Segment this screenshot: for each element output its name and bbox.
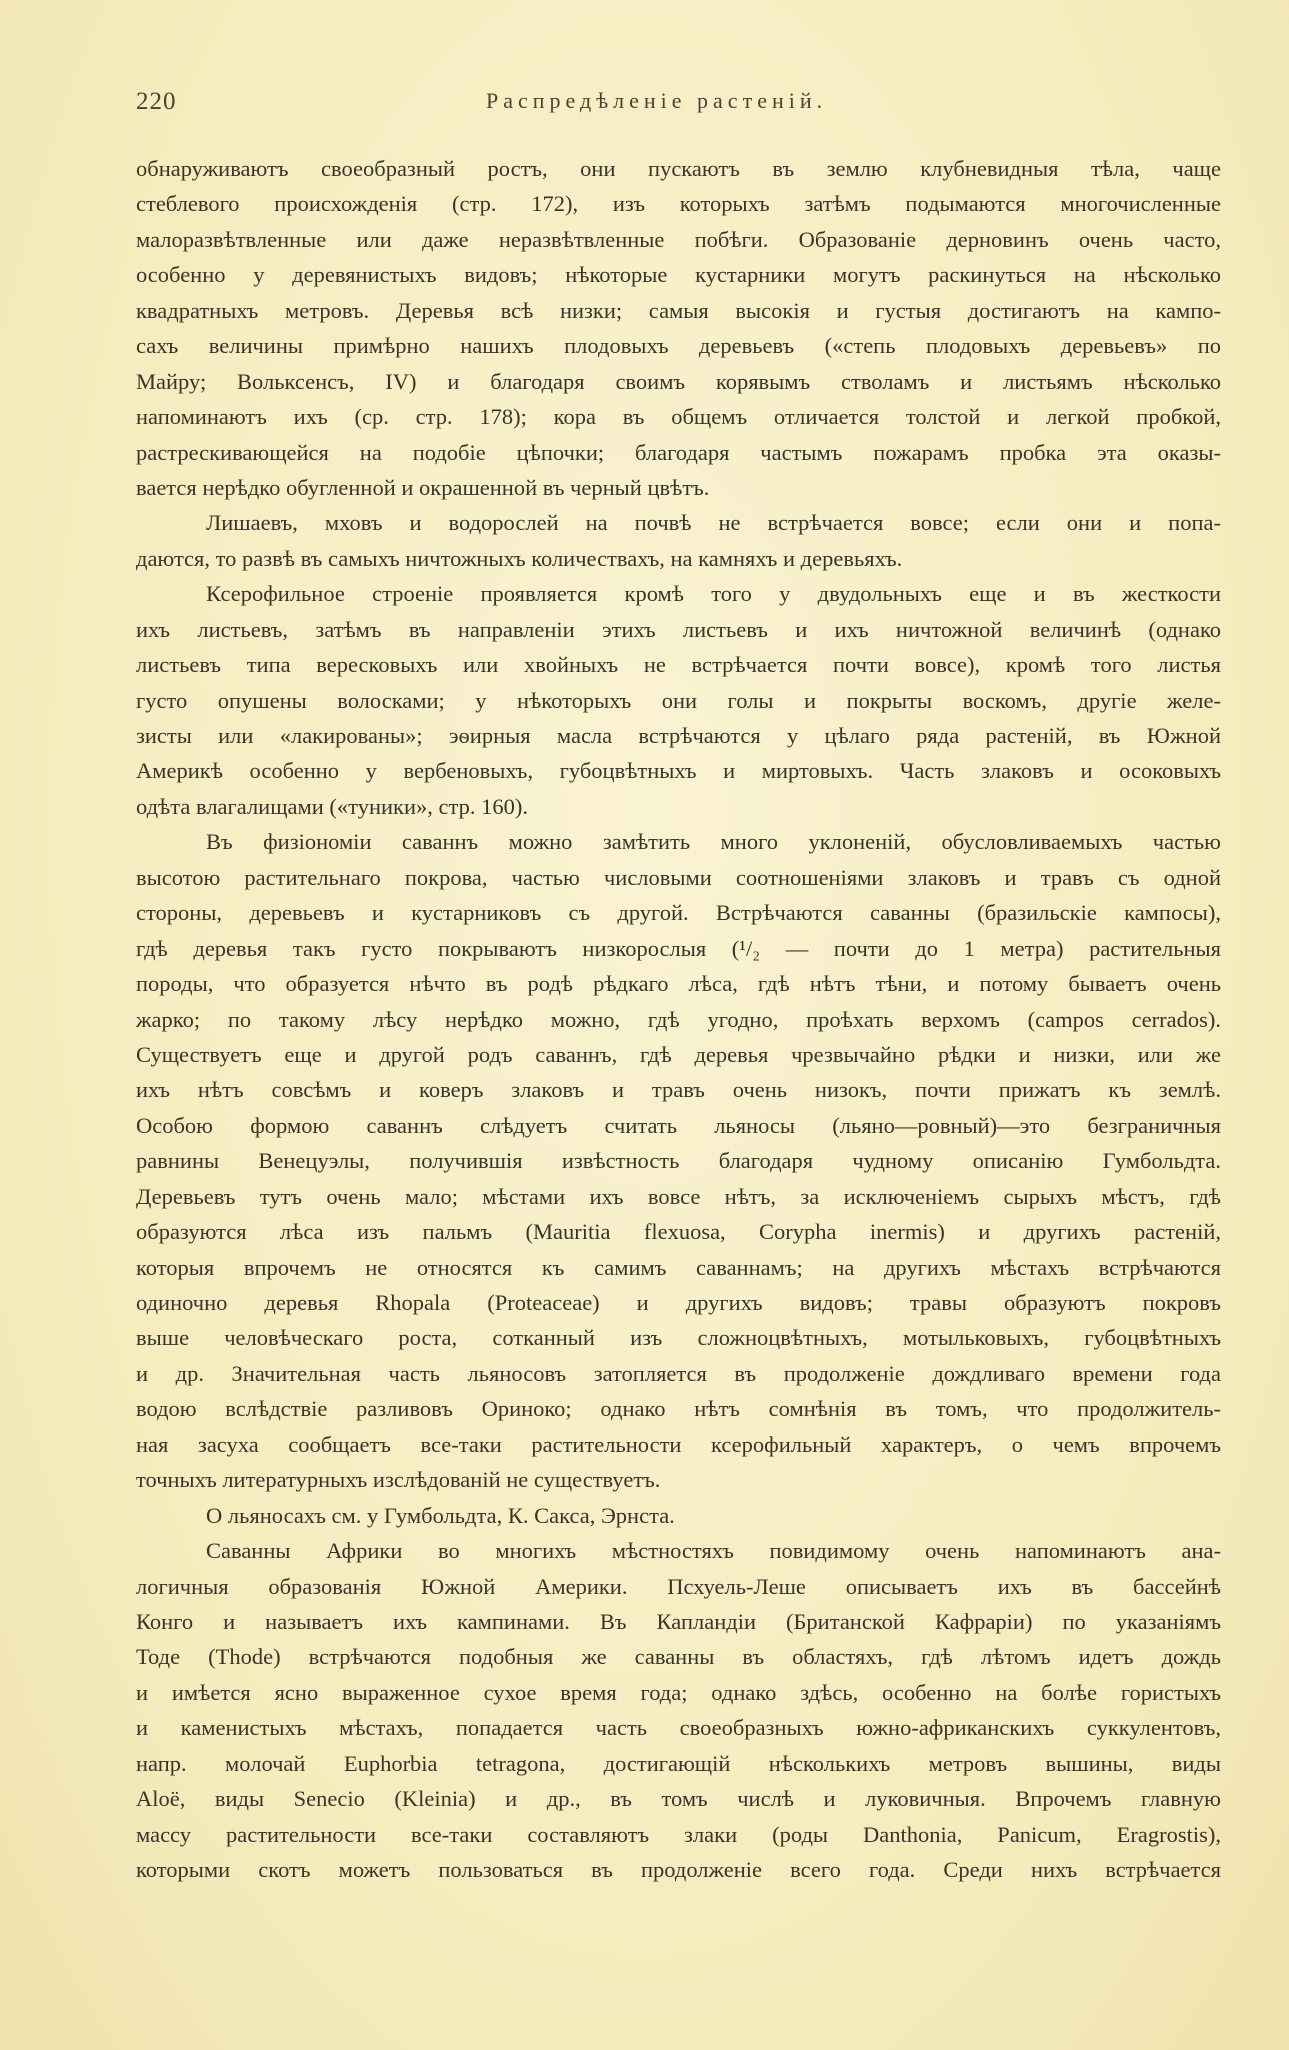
text-line: гдѣ деревья такъ густо покрываютъ низкорослыя (¹/₂ — почти до 1 метра) растительныя	[136, 935, 1221, 961]
text-line: ихъ нѣтъ совсѣмъ и коверъ злаковъ и травъ очень низокъ, почти прижатъ къ землѣ.	[136, 1077, 1221, 1103]
text-line: стеблевого происхожденія (стр. 172), изъ которыхъ затѣмъ подымаются многочисленные	[136, 191, 1221, 217]
text-line: высотою растительнаго покрова, частью числовыми соотношеніями злаковъ и травъ съ одной	[136, 864, 1221, 890]
text-line: О льяносахъ см. у Гумбольдта, К. Сакса, Эрнста.	[206, 1502, 675, 1528]
text-line: логичныя образованія Южной Америки. Псхуель-Леше описываетъ ихъ въ бассейнѣ	[136, 1573, 1221, 1599]
text-line: и др. Значительная часть льяносовъ затопляется въ продолженіе дождливаго времени года	[136, 1360, 1221, 1386]
text-line: водою вслѣдствіе разливовъ Ориноко; однако нѣтъ сомнѣнія въ томъ, что продолжитель-	[136, 1396, 1221, 1422]
text-line: Америкѣ особенно у вербеновыхъ, губоцвѣтныхъ и миртовыхъ. Часть злаковъ и осоковыхъ	[136, 758, 1221, 784]
text-line: напр. молочай Euphorbia tetragona, достигающій нѣсколькихъ метровъ вышины, виды	[136, 1750, 1221, 1776]
text-line: Ксерофильное строеніе проявляется кромѣ того у двудольныхъ еще и въ жесткости	[206, 581, 1221, 607]
text-line: жарко; по такому лѣсу нерѣдко можно, гдѣ угодно, проѣхать верхомъ (campos cerrados).	[136, 1006, 1221, 1032]
text-line: стороны, деревьевъ и кустарниковъ съ другой. Встрѣчаются саванны (бразильскіе кампосы),	[136, 900, 1221, 926]
running-head: Распредѣленіе растеній.	[486, 88, 828, 113]
text-line: и имѣется ясно выраженное сухое время года; однако здѣсь, особенно на болѣе гористыхъ	[136, 1679, 1221, 1705]
text-line: растрескивающейся на подобіе цѣпочки; благодаря частымъ пожарамъ пробка эта оказы-	[136, 439, 1221, 465]
text-line: зисты или «лакированы»; эѳирныя масла встрѣчаются у цѣлаго ряда растеній, въ Южной	[136, 723, 1221, 748]
text-line: напоминаютъ ихъ (ср. стр. 178); кора въ общемъ отличается толстой и легкой пробкой,	[136, 404, 1221, 430]
text-line: квадратныхъ метровъ. Деревья всѣ низки; самыя высокія и густыя достигаютъ на кампо-	[136, 297, 1221, 323]
text-line: листьевъ типа вересковыхъ или хвойныхъ не встрѣчается почти вовсе), кромѣ того листья	[136, 652, 1221, 678]
text-line: образуются лѣса изъ пальмъ (Mauritia flexuosa, Coryphа inermis) и другихъ растеній,	[136, 1219, 1221, 1245]
text-line: Лишаевъ, мховъ и водорослей на почвѣ не встрѣчается вовсе; если они и попа-	[206, 510, 1221, 536]
text-line: обнаруживаютъ своеобразный ростъ, они пускаютъ въ землю клубневидныя тѣла, чаще	[136, 156, 1221, 181]
text-line: и каменистыхъ мѣстахъ, попадается часть своеобразныхъ южно-африканскихъ суккулентовъ,	[136, 1715, 1221, 1741]
text-line: породы, что образуется нѣчто въ родѣ рѣдкаго лѣса, гдѣ нѣтъ тѣни, и потому бываетъ очень	[136, 971, 1221, 997]
text-line: ихъ листьевъ, затѣмъ въ направленіи этихъ листьевъ и ихъ ничтожной величинѣ (однако	[136, 616, 1221, 642]
text-line: одѣта влагалищами («туники», стр. 160).	[136, 793, 528, 819]
text-line: Майру; Вольксенсъ, IV) и благодаря своимъ корявымъ стволамъ и листьямъ нѣсколько	[136, 368, 1221, 394]
text-line: Въ физіономіи саваннъ можно замѣтить много уклоненій, обусловливаемыхъ частью	[206, 829, 1221, 855]
text-line: ная засуха сообщаетъ все-таки растительности ксерофильный характеръ, о чемъ впрочемъ	[136, 1431, 1221, 1457]
text-line: выше человѣческаго роста, сотканный изъ сложноцвѣтныхъ, мотыльковыхъ, губоцвѣтныхъ	[136, 1325, 1221, 1351]
body-text	[136, 151, 1221, 1887]
text-line: Конго и называетъ ихъ кампинами. Въ Капландіи (Британской Кафраріи) по указаніямъ	[136, 1608, 1221, 1634]
text-line: равнины Венецуэлы, получившія извѣстность благодаря чудному описанію Гумбольдта.	[136, 1148, 1221, 1174]
text-line: особенно у деревянистыхъ видовъ; нѣкоторые кустарники могутъ раскинуться на нѣсколько	[136, 262, 1221, 288]
text-line: которыми скотъ можетъ пользоваться въ продолженіе всего года. Среди нихъ встрѣчается	[136, 1857, 1221, 1882]
text-line: массу растительности все-таки составляютъ злаки (роды Danthonia, Panicum, Eragrostis),	[136, 1821, 1221, 1847]
page-header	[0, 88, 1289, 128]
text-line: Aloë, виды Senecio (Kleinia) и др., въ томъ числѣ и луковичныя. Впрочемъ главную	[136, 1786, 1221, 1812]
text-line: точныхъ литературныхъ изслѣдованій не существуетъ.	[136, 1467, 661, 1493]
text-line: сахъ величины примѣрно нашихъ плодовыхъ деревьевъ («степь плодовыхъ деревьевъ» по	[136, 333, 1221, 359]
text-line: Существуетъ еще и другой родъ саваннъ, гдѣ деревья чрезвычайно рѣдки и низки, или же	[136, 1041, 1221, 1067]
text-line: густо опушены волосками; у нѣкоторыхъ они голы и покрыты воскомъ, другіе желе-	[136, 687, 1221, 713]
text-line: Тоде (Thode) встрѣчаются подобныя же саванны въ областяхъ, гдѣ лѣтомъ идетъ дождь	[136, 1644, 1221, 1670]
text-line: которыя впрочемъ не относятся къ самимъ саваннамъ; на другихъ мѣстахъ встрѣчаются	[136, 1254, 1221, 1280]
page-number: 220	[136, 88, 177, 115]
text-line: вается нерѣдко обугленной и окрашенной въ черный цвѣтъ.	[136, 474, 710, 500]
text-line: малоразвѣтвленные или даже неразвѣтвленные побѣги. Образованіе дерновинъ очень часто,	[136, 226, 1221, 252]
text-line: одиночно деревья Rhopala (Proteaceae) и другихъ видовъ; травы образуютъ покровъ	[136, 1290, 1221, 1315]
text-line: Особою формою саваннъ слѣдуетъ считать льяносы (льяно—ровный)—это безграничныя	[136, 1112, 1221, 1138]
text-line: даются, то развѣ въ самыхъ ничтожныхъ количествахъ, на камняхъ и деревьяхъ.	[136, 545, 903, 571]
text-line: Саванны Африки во многихъ мѣстностяхъ повидимому очень напоминаютъ ана-	[206, 1538, 1221, 1564]
text-line: Деревьевъ тутъ очень мало; мѣстами ихъ вовсе нѣтъ, за исключеніемъ сырыхъ мѣстъ, гдѣ	[136, 1183, 1221, 1209]
